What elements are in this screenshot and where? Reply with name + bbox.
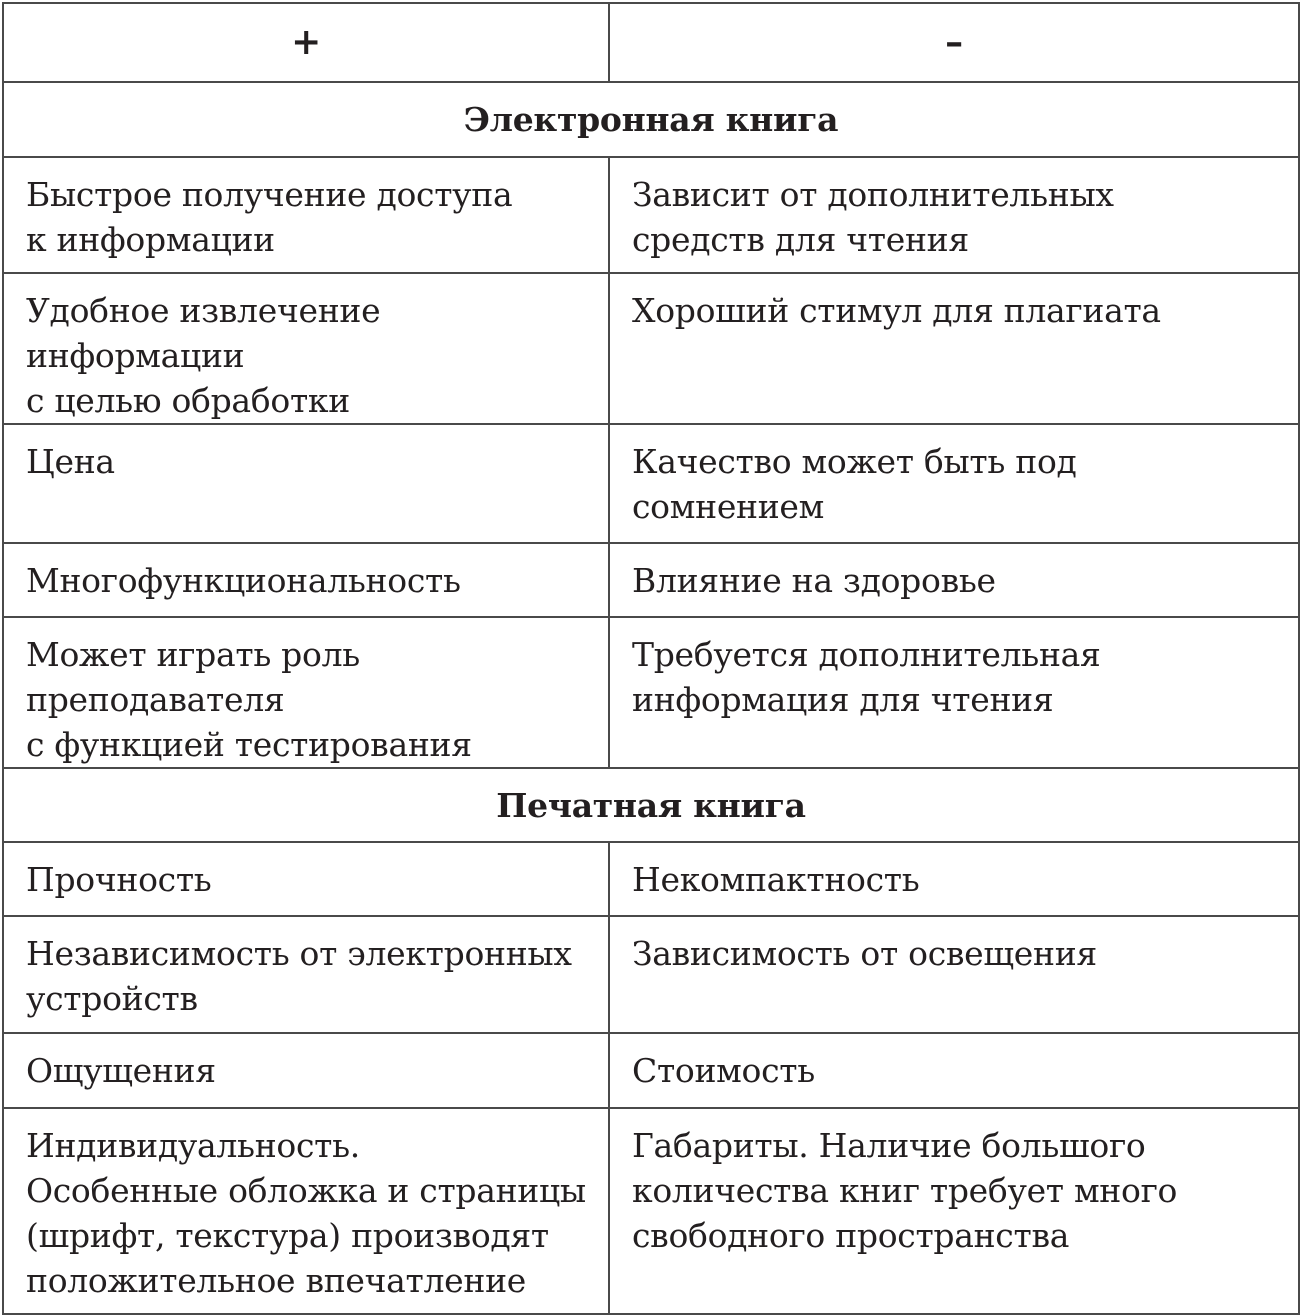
table-row — [3, 617, 1299, 768]
plus-cell: Цена — [3, 424, 609, 543]
minus-cell: Хороший стимул для плагиата — [609, 273, 1299, 424]
comparison-table — [2, 2, 1300, 1315]
table-row — [3, 916, 1299, 1033]
plus-cell: Прочность — [3, 842, 609, 916]
minus-cell: Некомпактность — [609, 842, 1299, 916]
table-row — [3, 1033, 1299, 1108]
minus-cell: Зависимость от освещения — [609, 916, 1299, 1033]
section-title: Печатная книга — [3, 768, 1299, 842]
plus-cell: Может играть роль преподавателя с функцией тестирования — [3, 617, 609, 768]
table-row — [3, 424, 1299, 543]
section-title: Электронная книга — [3, 82, 1299, 157]
minus-cell: Габариты. Наличие большого количества книг требует много свободного пространства — [609, 1108, 1299, 1314]
header-row — [3, 3, 1299, 82]
plus-cell: Индивидуальность. Особенные обложка и страницы (шрифт, текстура) производят положительное впечатление — [3, 1108, 609, 1314]
plus-cell: Быстрое получение доступа к информации — [3, 157, 609, 273]
minus-cell: Требуется дополнительная информация для чтения — [609, 617, 1299, 768]
table-row — [3, 157, 1299, 273]
plus-cell: Удобное извлечение информации с целью обработки — [3, 273, 609, 424]
plus-cell: Ощущения — [3, 1033, 609, 1108]
plus-cell: Независимость от электронных устройств — [3, 916, 609, 1033]
header-plus: + — [3, 3, 609, 82]
minus-cell: Влияние на здоровье — [609, 543, 1299, 617]
plus-cell: Многофункциональность — [3, 543, 609, 617]
table-row — [3, 1108, 1299, 1314]
table-row — [3, 842, 1299, 916]
minus-cell: Качество может быть под сомнением — [609, 424, 1299, 543]
table-row — [3, 543, 1299, 617]
minus-cell: Зависит от дополнительных средств для чтения — [609, 157, 1299, 273]
header-minus: – — [609, 3, 1299, 82]
table-row — [3, 273, 1299, 424]
section-row — [3, 768, 1299, 842]
minus-cell: Стоимость — [609, 1033, 1299, 1108]
section-row — [3, 82, 1299, 157]
